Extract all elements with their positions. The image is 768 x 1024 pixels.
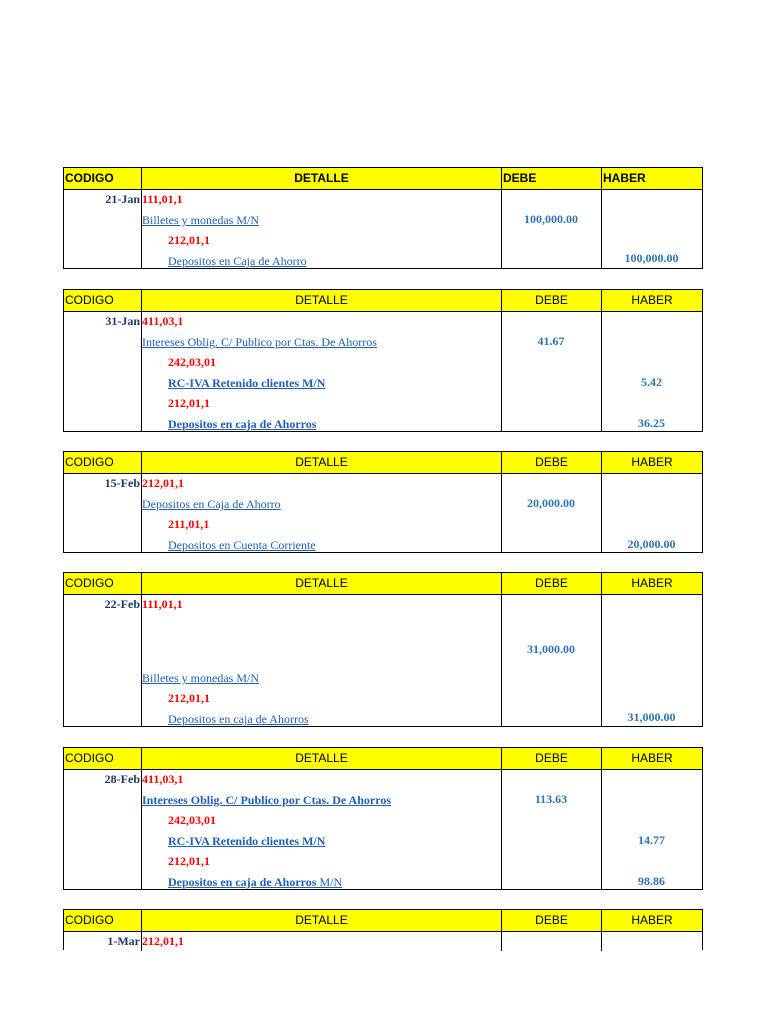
header-codigo: CODIGO: [65, 455, 114, 469]
account-name-link[interactable]: RC-IVA Retenido clientes M/N: [168, 834, 326, 848]
header-haber: HABER: [601, 452, 702, 473]
account-name-link[interactable]: Depositos en caja de Ahorros: [168, 417, 317, 431]
header-debe: DEBE: [501, 168, 601, 189]
debe-amount: 31,000.00: [527, 642, 575, 656]
account-name-link[interactable]: [168, 875, 342, 890]
debe-amount: 20,000.00: [527, 496, 575, 510]
account-name-link[interactable]: Depositos en caja de Ahorros: [168, 712, 309, 726]
account-name-text: Depositos en caja de Ahorros: [168, 875, 317, 889]
account-suffix: M/N: [319, 875, 343, 889]
journal-entry: [63, 289, 703, 432]
haber-amount: 20,000.00: [627, 537, 676, 551]
column-divider: [501, 474, 502, 553]
header-detalle: DETALLE: [141, 910, 501, 931]
column-divider: [601, 312, 602, 432]
column-divider: [501, 190, 502, 269]
haber-amount: 98.86: [638, 874, 665, 888]
account-code: 212,01,1: [168, 854, 210, 868]
account-code: 212,01,1: [142, 476, 184, 490]
header-detalle: DETALLE: [141, 452, 501, 473]
entry-date: 28-Feb: [104, 772, 140, 786]
account-name-link[interactable]: Intereses Oblig. C/ Publico por Ctas. De Ahorros: [142, 793, 392, 807]
header-codigo: CODIGO: [65, 576, 114, 590]
account-code: 111,01,1: [142, 192, 183, 206]
account-name-link[interactable]: Billetes y monedas M/N: [142, 213, 259, 227]
column-divider: [501, 312, 502, 432]
header-debe: DEBE: [501, 290, 601, 311]
debe-amount: 41.67: [537, 334, 565, 348]
column-divider: [141, 595, 142, 727]
column-divider: [501, 595, 502, 727]
account-code: 211,01,1: [168, 517, 210, 531]
account-name-link[interactable]: Billetes y monedas M/N: [142, 671, 259, 685]
column-divider: [601, 595, 602, 727]
entry-date: 15-Feb: [104, 476, 140, 490]
account-code: 411,03,1: [142, 772, 184, 786]
column-divider: [501, 932, 502, 951]
haber-amount: 36.25: [638, 416, 665, 430]
entry-date: 1-Mar: [107, 934, 140, 948]
header-codigo: CODIGO: [65, 751, 114, 765]
account-name-link[interactable]: Depositos en Cuenta Corriente: [168, 538, 316, 552]
account-code: 212,01,1: [168, 233, 210, 247]
account-name-link[interactable]: Depositos en Caja de Ahorro: [142, 497, 281, 511]
account-code: 411,03,1: [142, 314, 184, 328]
account-code: 242,03,01: [168, 813, 216, 827]
account-name-link[interactable]: Intereses Oblig. C/ Publico por Ctas. De Ahorros: [142, 335, 377, 349]
header-detalle: DETALLE: [141, 748, 501, 769]
account-code: 242,03,01: [168, 355, 216, 369]
header-detalle: DETALLE: [141, 290, 501, 311]
column-divider: [141, 770, 142, 890]
header-debe: DEBE: [501, 452, 601, 473]
account-code: 212,01,1: [168, 396, 210, 410]
header-haber: HABER: [601, 290, 702, 311]
journal-entry: [63, 747, 703, 890]
account-name-link[interactable]: RC-IVA Retenido clientes M/N: [168, 376, 326, 390]
debe-amount: 100,000.00: [524, 212, 578, 226]
header-debe: DEBE: [501, 910, 601, 931]
header-codigo: CODIGO: [65, 293, 114, 307]
account-name-link[interactable]: Depositos en Caja de Ahorro: [168, 254, 307, 268]
header-haber: HABER: [601, 573, 702, 594]
column-divider: [501, 770, 502, 890]
header-row: [64, 290, 702, 312]
haber-amount: 31,000.00: [627, 710, 676, 724]
header-row: [64, 573, 702, 595]
account-code: 111,01,1: [142, 597, 183, 611]
haber-amount: 14.77: [638, 833, 665, 847]
header-codigo: CODIGO: [65, 171, 114, 185]
header-row: [64, 910, 702, 932]
journal-entry: [63, 451, 703, 553]
column-divider: [601, 932, 602, 951]
header-debe: DEBE: [501, 748, 601, 769]
header-detalle: DETALLE: [141, 168, 501, 189]
journal-entry: [63, 572, 703, 727]
journal-entry: [63, 909, 703, 950]
column-divider: [141, 312, 142, 432]
entry-date: 21-Jan: [105, 192, 140, 206]
entry-date: 31-Jan: [105, 314, 140, 328]
haber-amount: 5.42: [641, 375, 662, 389]
column-divider: [601, 770, 602, 890]
header-haber: HABER: [601, 168, 702, 189]
journal-entry: [63, 167, 703, 269]
header-row: [64, 168, 702, 190]
header-detalle: DETALLE: [141, 573, 501, 594]
header-row: [64, 452, 702, 474]
debe-amount: 113.63: [534, 792, 568, 806]
header-codigo: CODIGO: [65, 913, 114, 927]
header-row: [64, 748, 702, 770]
header-haber: HABER: [601, 748, 702, 769]
entry-date: 22-Feb: [104, 597, 140, 611]
account-code: 212,01,1: [168, 691, 210, 705]
header-debe: DEBE: [501, 573, 601, 594]
account-code: 212,01,1: [142, 934, 184, 948]
haber-amount: 100,000.00: [624, 251, 679, 265]
header-haber: HABER: [601, 910, 702, 931]
